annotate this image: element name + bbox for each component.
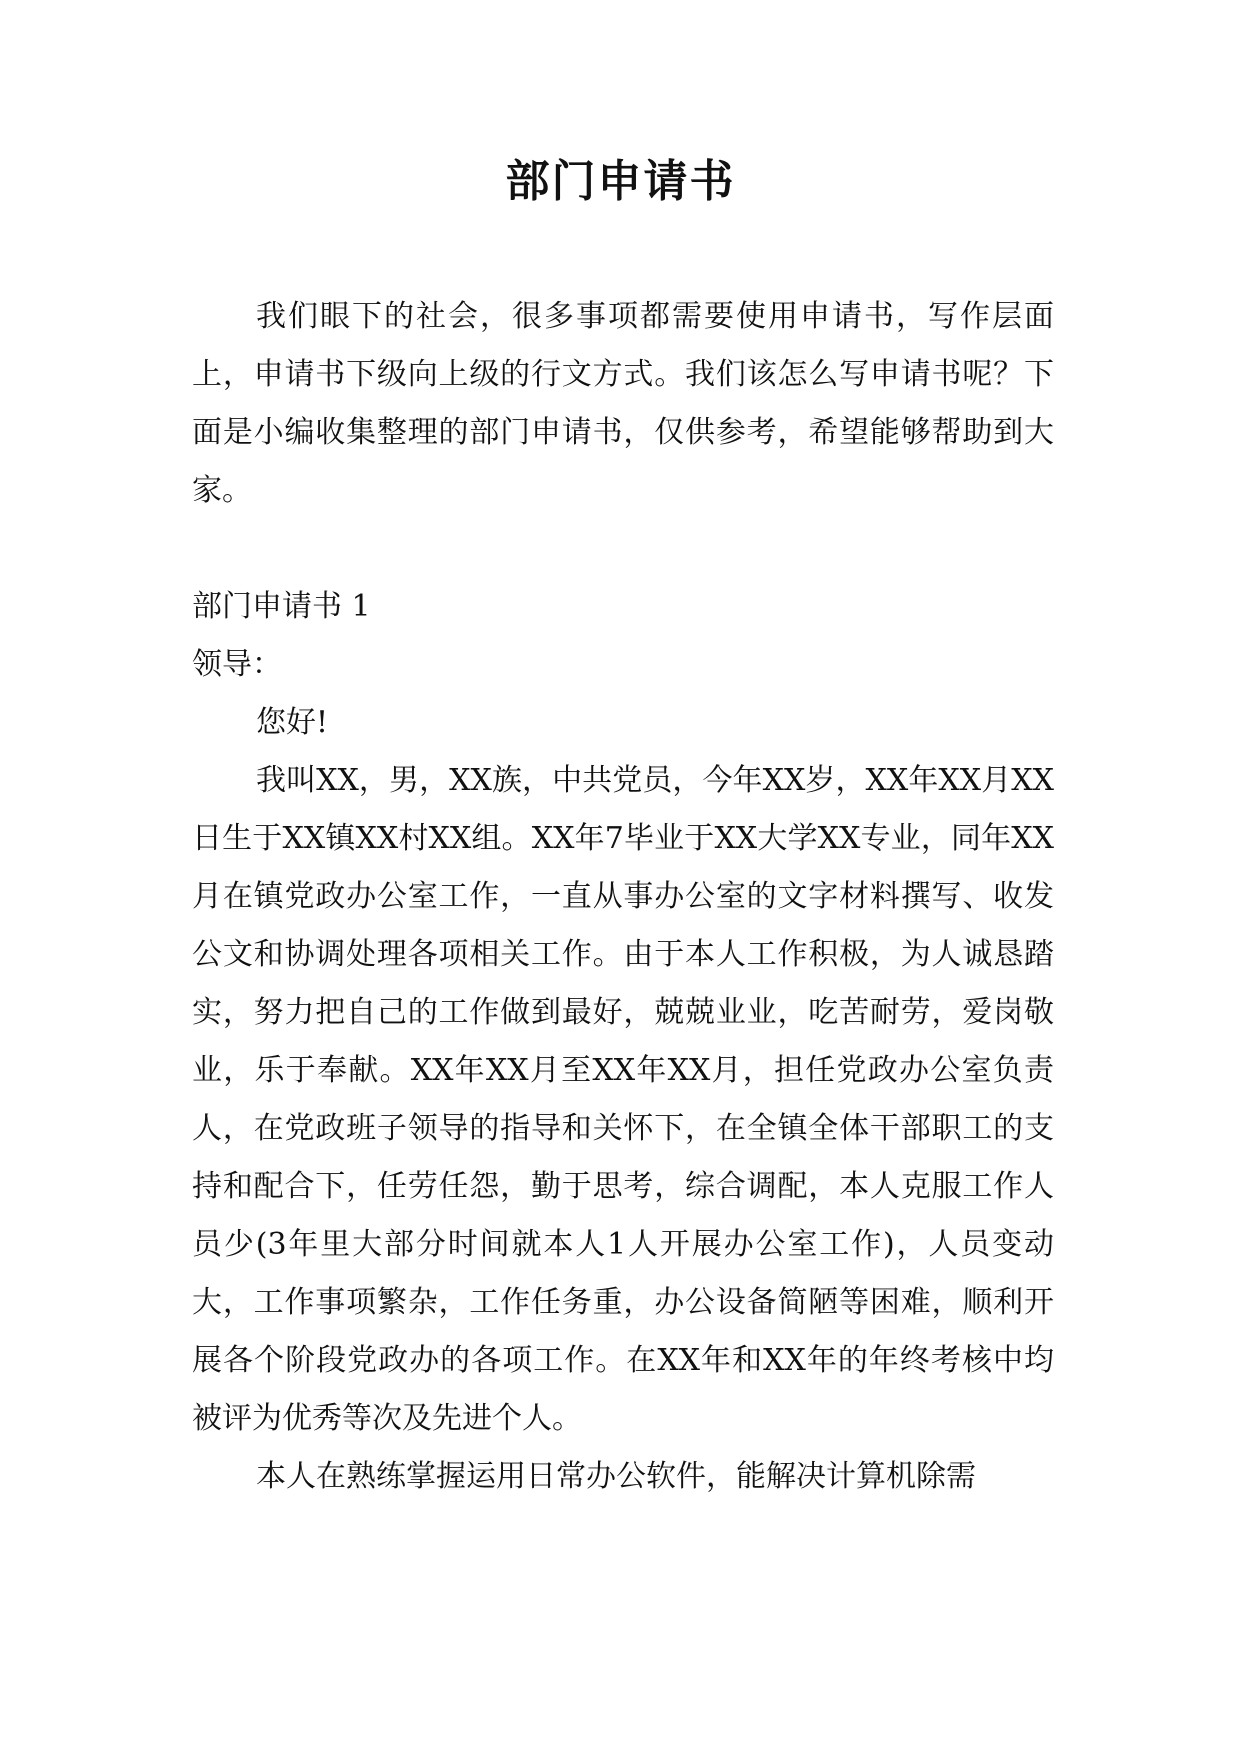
greeting: 您好! — [256, 705, 329, 740]
body-paragraph: 本人在熟练掌握运用日常办公软件，能解决计算机除需 — [256, 1459, 976, 1494]
salutation: 领导： — [192, 647, 282, 682]
intro-section — [192, 288, 1054, 520]
letter-section — [192, 578, 1054, 1506]
body-paragraph: 我叫XX，男，XX族，中共党员，今年XX岁，XX年XX月XX日生于XX镇XX村XX组。XX年7毕业于XX大学XX专业，同年XX月在镇党政办公室工作，一直从事办公室的文字材料撰写、收发公文和协调处理各项相关工作。由于本人工作积极，为人诚恳踏实，努力把自己的工作做到最好，兢兢业业，吃苦耐劳，爱岗敬业，乐于奉献。XX年XX月至XX年XX月，担任党政办公室负责人，在党政班子领导的指导和关怀下，在全镇全体干部职工的支持和配合下，任劳任怨，勤于思考，综合调配，本人克服工作人员少(3年里大部分时间就本人1人开展办公室工作)，人员变动大，工作事项繁杂，工作任务重，办公设备简陋等困难，顺利开展各个阶段党政办的各项工作。在XX年和XX年的年终考核中均被评为优秀等次及先进个人。 — [192, 763, 1054, 1436]
intro-paragraph: 我们眼下的社会，很多事项都需要使用申请书，写作层面上，申请书下级向上级的行文方式。我们该怎么写申请书呢？下面是小编收集整理的部门申请书，仅供参考，希望能够帮助到大家。 — [192, 299, 1054, 508]
section-heading: 部门申请书 1 — [192, 589, 371, 624]
document-title: 部门申请书 — [505, 156, 736, 207]
